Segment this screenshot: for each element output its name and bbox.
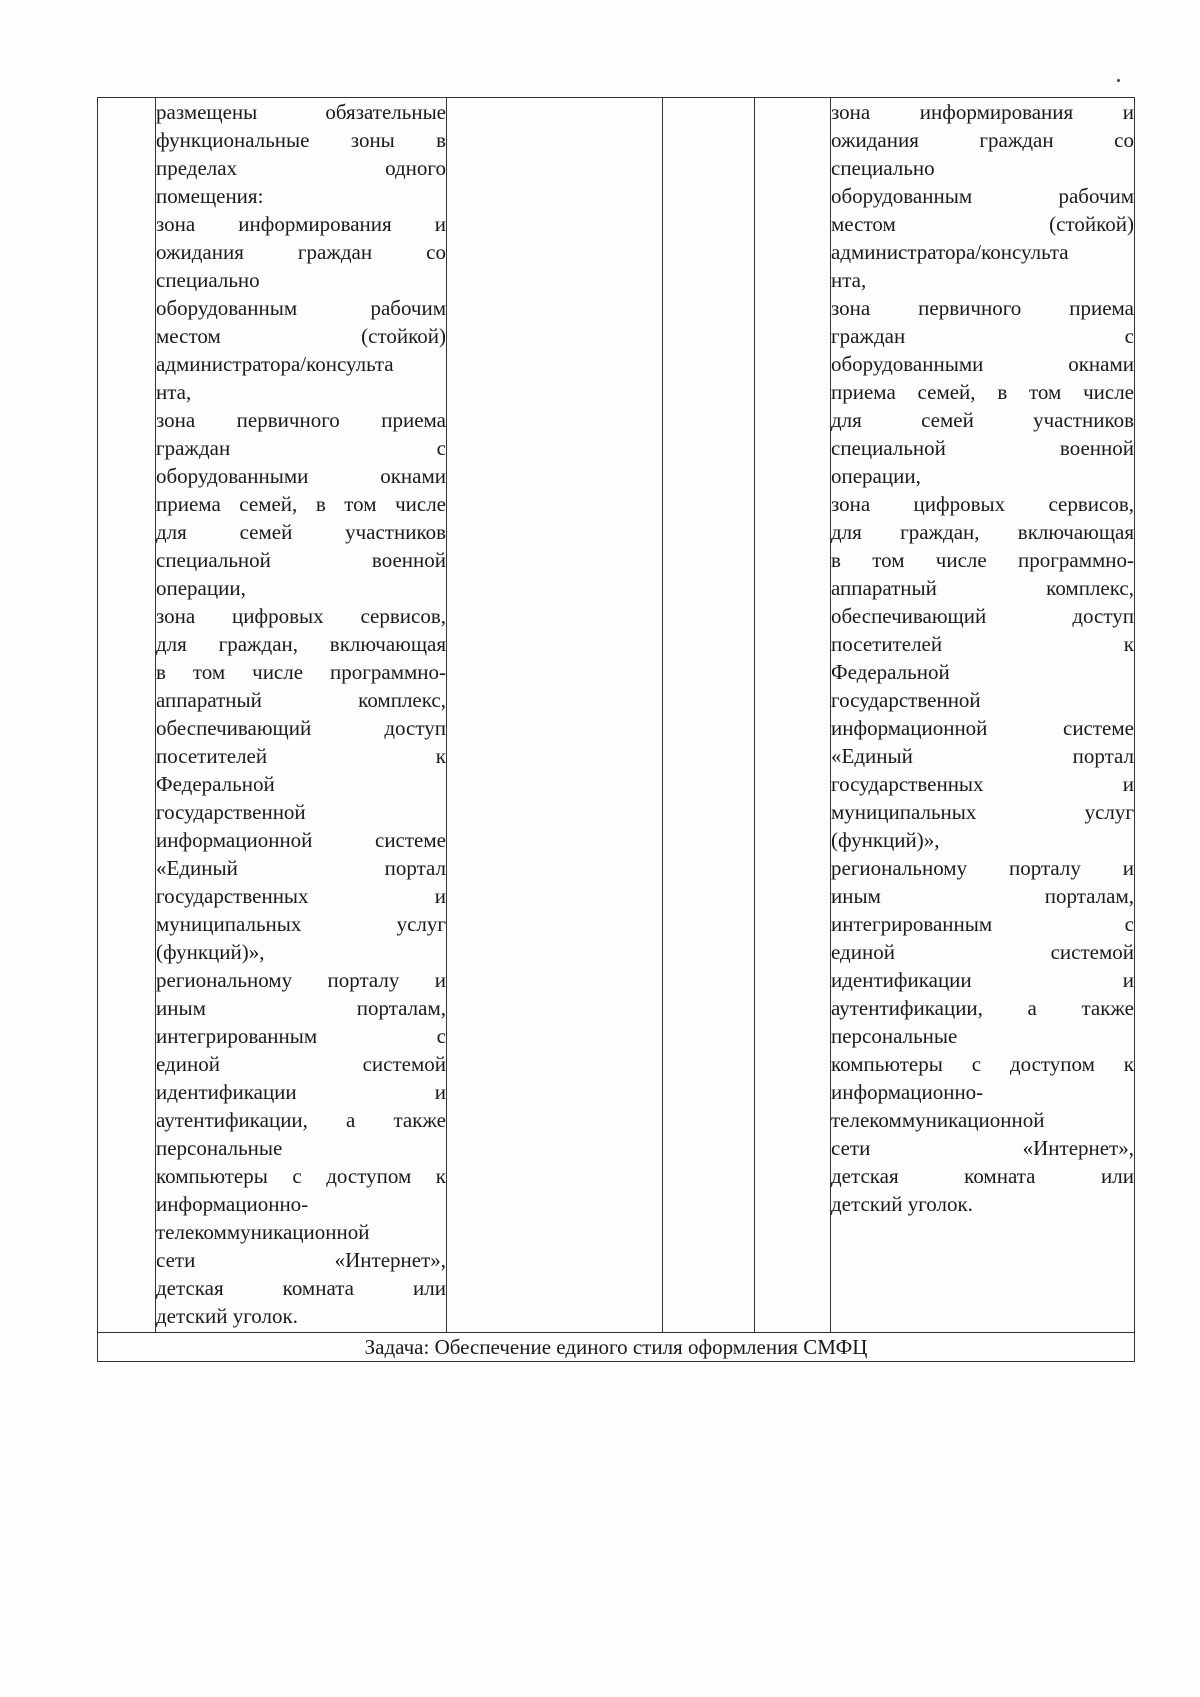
text-line: государственных и xyxy=(831,772,1134,796)
text-line: ожидания граждан со xyxy=(831,128,1134,152)
cell-number xyxy=(98,98,156,1333)
text-line: детская комната или xyxy=(156,1276,446,1300)
text-line: аппаратный комплекс, xyxy=(156,688,446,712)
text-line: зона цифровых сервисов, xyxy=(831,492,1134,516)
text-line: функциональные зоны в xyxy=(156,128,446,152)
text-line: обеспечивающий доступ xyxy=(831,604,1134,628)
text-line: размещены обязательные xyxy=(156,100,446,124)
cell-zones-description xyxy=(156,98,447,1333)
text-line: зона первичного приема xyxy=(156,408,446,432)
text-line: аутентификации, а также xyxy=(831,996,1134,1020)
text-line: зона первичного приема xyxy=(831,296,1134,320)
text-line: сети «Интернет», xyxy=(156,1248,446,1272)
text-line: для граждан, включающая xyxy=(156,632,446,656)
text-line: в том числе программно- xyxy=(831,548,1134,572)
text-line: в том числе программно- xyxy=(156,660,446,684)
text-line: государственной xyxy=(831,688,981,712)
text-line: местом (стойкой) xyxy=(156,324,446,348)
text-line: обеспечивающий доступ xyxy=(156,716,446,740)
text-line: ожидания граждан со xyxy=(156,240,446,264)
text-line: государственных и xyxy=(156,884,446,908)
text-line: «Единый портал xyxy=(831,744,1134,768)
task-heading: Задача: Обеспечение единого стиля оформления СМФЦ xyxy=(98,1333,1135,1362)
text-line: для граждан, включающая xyxy=(831,520,1134,544)
text-line: помещения: xyxy=(156,184,264,208)
cell-zones-result xyxy=(831,98,1135,1333)
zones-text xyxy=(156,98,446,1330)
text-line: зона цифровых сервисов, xyxy=(156,604,446,628)
task-row xyxy=(98,1333,1135,1362)
text-line: администратора/консульта xyxy=(156,352,394,376)
text-line: (функций)», xyxy=(831,828,940,852)
text-line: персональные xyxy=(156,1136,283,1160)
text-line: интегрированным с xyxy=(831,912,1134,936)
zones-result-text xyxy=(831,98,1134,1218)
text-line: оборудованным рабочим xyxy=(156,296,446,320)
text-line: аутентификации, а также xyxy=(156,1108,446,1132)
text-line: информационной системе xyxy=(156,828,446,852)
text-line: посетителей к xyxy=(831,632,1134,656)
text-line: специально xyxy=(156,268,260,292)
text-line: граждан с xyxy=(831,324,1134,348)
document-table xyxy=(97,97,1135,1362)
text-line: граждан с xyxy=(156,436,446,460)
text-line: телекоммуникационной xyxy=(831,1108,1045,1132)
text-line: детская комната или xyxy=(831,1164,1134,1188)
text-line: интегрированным с xyxy=(156,1024,446,1048)
table-row xyxy=(98,98,1135,1333)
text-line: специальной военной xyxy=(831,436,1134,460)
cell-empty-5 xyxy=(755,98,831,1333)
text-line: персональные xyxy=(831,1024,958,1048)
text-line: информационно- xyxy=(156,1192,309,1216)
cell-empty-3 xyxy=(447,98,663,1333)
text-line: детский уголок. xyxy=(831,1192,973,1216)
text-line: приема семей, в том числе xyxy=(156,492,446,516)
text-line: единой системой xyxy=(156,1052,446,1076)
text-line: для семей участников xyxy=(831,408,1134,432)
text-line: местом (стойкой) xyxy=(831,212,1134,236)
scan-speck xyxy=(1117,79,1120,82)
text-line: информационной системе xyxy=(831,716,1134,740)
text-line: аппаратный комплекс, xyxy=(831,576,1134,600)
text-line: Федеральной xyxy=(831,660,950,684)
text-line: муниципальных услуг xyxy=(831,800,1134,824)
text-line: посетителей к xyxy=(156,744,446,768)
text-line: муниципальных услуг xyxy=(156,912,446,936)
text-line: иным порталам, xyxy=(831,884,1134,908)
text-line: компьютеры с доступом к xyxy=(831,1052,1134,1076)
text-line: приема семей, в том числе xyxy=(831,380,1134,404)
text-line: нта, xyxy=(156,380,192,404)
text-line: сети «Интернет», xyxy=(831,1136,1134,1160)
text-line: единой системой xyxy=(831,940,1134,964)
text-line: Федеральной xyxy=(156,772,275,796)
text-line: региональному порталу и xyxy=(156,968,446,992)
text-line: операции, xyxy=(831,464,921,488)
text-line: зона информирования и xyxy=(156,212,446,236)
text-line: детский уголок. xyxy=(156,1304,298,1328)
text-line: компьютеры с доступом к xyxy=(156,1164,446,1188)
text-line: операции, xyxy=(156,576,246,600)
text-line: оборудованными окнами xyxy=(831,352,1134,376)
text-line: пределах одного xyxy=(156,156,446,180)
cell-empty-4 xyxy=(663,98,755,1333)
text-line: оборудованным рабочим xyxy=(831,184,1134,208)
text-line: идентификации и xyxy=(831,968,1134,992)
text-line: телекоммуникационной xyxy=(156,1220,370,1244)
text-line: нта, xyxy=(831,268,867,292)
text-line: оборудованными окнами xyxy=(156,464,446,488)
text-line: «Единый портал xyxy=(156,856,446,880)
text-line: иным порталам, xyxy=(156,996,446,1020)
text-line: зона информирования и xyxy=(831,100,1134,124)
text-line: администратора/консульта xyxy=(831,240,1069,264)
text-line: для семей участников xyxy=(156,520,446,544)
text-line: (функций)», xyxy=(156,940,265,964)
text-line: специальной военной xyxy=(156,548,446,572)
text-line: региональному порталу и xyxy=(831,856,1134,880)
text-line: информационно- xyxy=(831,1080,984,1104)
text-line: специально xyxy=(831,156,935,180)
text-line: идентификации и xyxy=(156,1080,446,1104)
text-line: государственной xyxy=(156,800,306,824)
